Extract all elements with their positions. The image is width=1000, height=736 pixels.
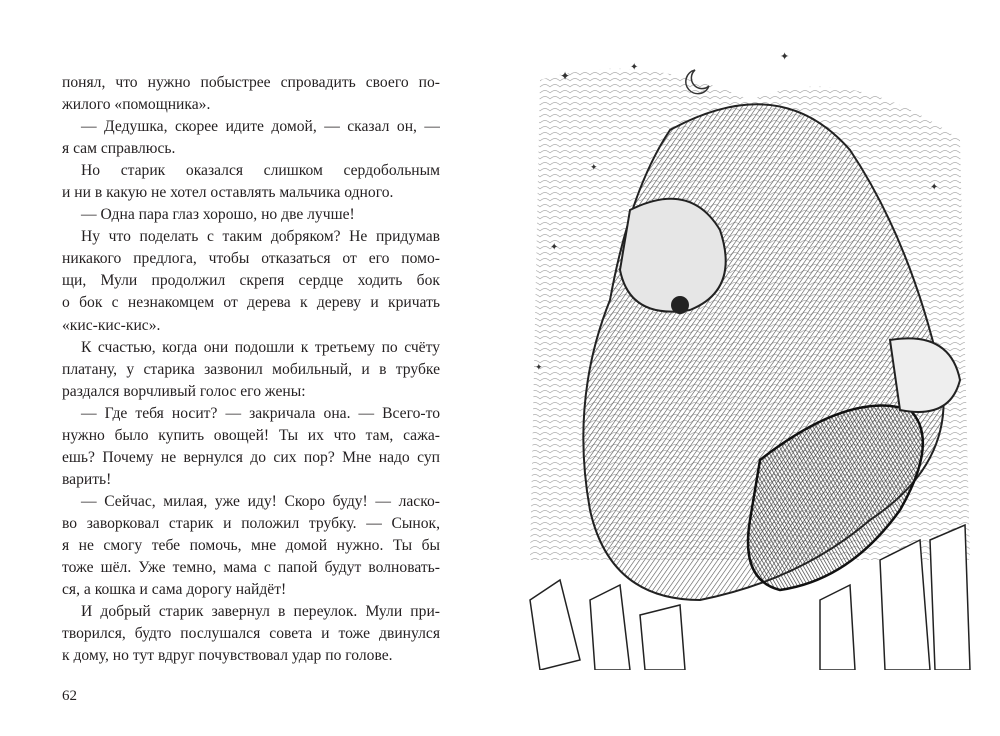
- svg-text:✦: ✦: [630, 62, 639, 73]
- text-line: я сам справлюсь.: [62, 140, 176, 158]
- text-line: Ну что поделать с таким добряком? Не придумав: [81, 228, 440, 246]
- text-line: — Где тебя носит? — закричала она. — Всего-то: [81, 404, 440, 422]
- text-line: раздался ворчливый голос его жены:: [62, 382, 306, 400]
- text-line: никакого предлога, чтобы отказаться от его помо-: [62, 250, 440, 268]
- svg-text:✦: ✦: [535, 362, 543, 372]
- svg-text:✦: ✦: [590, 162, 598, 172]
- text-line: К счастью, когда они подошли к третьему по счёту: [81, 338, 440, 356]
- text-line: варить!: [62, 470, 112, 488]
- text-line: о бок с незнакомцем от дерева к дереву и кричать: [62, 294, 440, 312]
- text-line: щи, Мули продолжил скрепя сердце ходить бок: [62, 272, 440, 290]
- text-line: ся, а кошка и сама дорогу найдёт!: [62, 581, 287, 599]
- text-line: и ни в какую не хотел оставлять мальчика одного.: [62, 184, 394, 202]
- text-line: платану, у старика зазвонил мобильный, и в трубке: [62, 360, 440, 378]
- text-line: во заворковал старик и положил трубку. — Сынок,: [62, 514, 440, 532]
- body-text: [62, 72, 440, 667]
- text-line: — Одна пара глаз хорошо, но две лучше!: [81, 206, 355, 224]
- boy: [671, 296, 689, 314]
- svg-text:✦: ✦: [930, 182, 939, 193]
- text-line: нужно было купить овощей! Ты их что там, сажа-: [62, 426, 440, 444]
- giant-fist: [620, 199, 726, 312]
- text-line: к дому, но тут вдруг почувствовал удар по голове.: [62, 647, 393, 665]
- svg-text:✦: ✦: [560, 69, 571, 83]
- text-line: понял, что нужно побыстрее спровадить своего по-: [62, 74, 440, 91]
- text-line: Но старик оказался слишком сердобольным: [81, 162, 440, 180]
- text-line: — Сейчас, милая, уже иду! Скоро буду! — ласко-: [81, 492, 440, 510]
- text-line: жилого «помощника».: [62, 96, 211, 114]
- text-line: «кис-кис-кис».: [62, 316, 161, 334]
- text-line: тоже шёл. Уже темно, мама с папой будут волновать-: [62, 559, 440, 577]
- svg-text:✦: ✦: [550, 242, 559, 253]
- text-line: — Дедушка, скорее идите домой, — сказал он, —: [81, 118, 440, 136]
- page-number: 62: [62, 688, 77, 704]
- text-line: ешь? Почему не вернулся до сих пор? Мне надо суп: [62, 448, 440, 466]
- illustration-giant-over-city: [520, 40, 980, 670]
- text-line: я не смогу тебе помочь, мне домой нужно. Ты бы: [62, 536, 440, 554]
- text-line: И добрый старик завернул в переулок. Мули при-: [81, 603, 440, 621]
- text-line: творился, будто послушался совета и тоже двинулся: [62, 625, 440, 643]
- svg-text:✦: ✦: [780, 51, 790, 63]
